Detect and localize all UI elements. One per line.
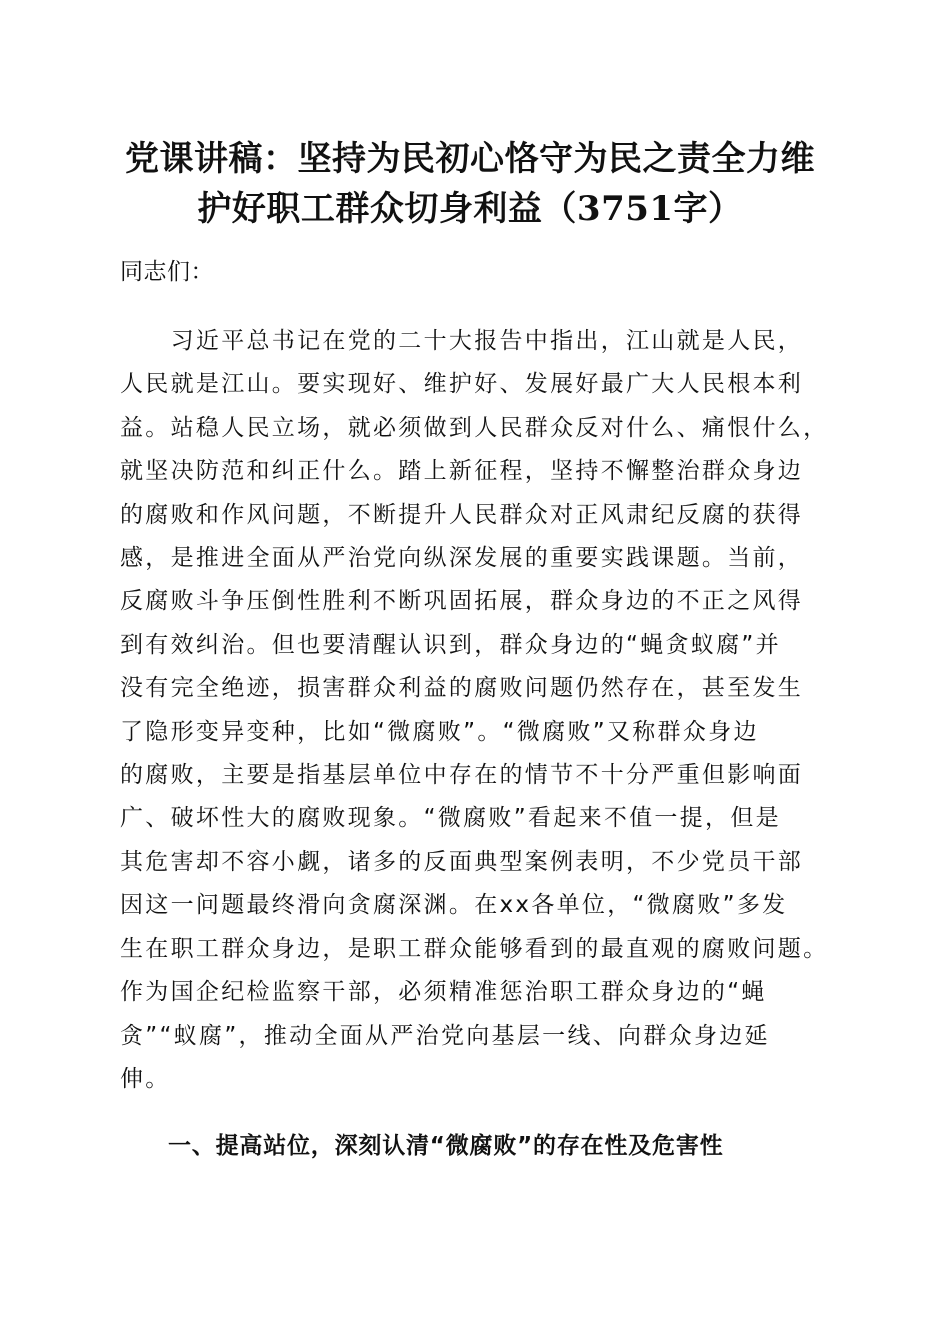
paragraph-line: 益。站稳人民立场，就必须做到人民群众反对什么、痛恨什么， (120, 414, 829, 441)
paragraph-line: 到有效纠治。但也要清醒认识到，群众身边的“蝇贪蚁腐”并 (120, 631, 781, 658)
section-heading: 一、提高站位，深刻认清“微腐败”的存在性及危害性 (168, 1133, 724, 1159)
paragraph-line: 伸。 (120, 1065, 171, 1092)
paragraph-line: 生在职工群众身边，是职工群众能够看到的最直观的腐败问题。 (120, 935, 829, 962)
paragraph-line: 感，是推进全面从严治党向纵深发展的重要实践课题。当前， (120, 545, 804, 572)
body-paragraph (120, 320, 832, 1101)
paragraph-line: 了隐形变异变种，比如“微腐败”。“微腐败”又称群众身边 (120, 718, 759, 745)
paragraph-line: 就坚决防范和纠正什么。踏上新征程，坚持不懈整治群众身边 (120, 458, 804, 485)
paragraph-line: 习近平总书记在党的二十大报告中指出，江山就是人民， (120, 328, 804, 354)
paragraph-line: 人民就是江山。要实现好、维护好、发展好最广大人民根本利 (120, 371, 804, 398)
title-line-1: 党课讲稿：坚持为民初心恪守为民之责全力维 (125, 139, 815, 179)
document-title (100, 134, 840, 234)
paragraph-line: 的腐败，主要是指基层单位中存在的情节不十分严重但影响面 (120, 762, 804, 789)
title-line-2: 护好职工群众切身利益（3751字） (197, 189, 743, 229)
salutation: 同志们： (120, 259, 214, 285)
paragraph-line: 没有完全绝迹，损害群众利益的腐败问题仍然存在，甚至发生 (120, 675, 804, 702)
paragraph-line: 反腐败斗争压倒性胜利不断巩固拓展，群众身边的不正之风得 (120, 588, 804, 615)
paragraph-line: 广、破坏性大的腐败现象。“微腐败”看起来不值一提，但是 (120, 805, 781, 832)
paragraph-line: 作为国企纪检监察干部，必须精准惩治职工群众身边的“蝇 (120, 979, 767, 1006)
paragraph-line: 因这一问题最终滑向贪腐深渊。在xx各单位，“微腐败”多发 (120, 892, 788, 919)
paragraph-line: 贪”“蚁腐”，推动全面从严治党向基层一线、向群众身边延 (120, 1022, 770, 1049)
paragraph-line: 其危害却不容小觑，诸多的反面典型案例表明，不少党员干部 (120, 848, 804, 875)
paragraph-line: 的腐败和作风问题，不断提升人民群众对正风肃纪反腐的获得 (120, 501, 804, 528)
